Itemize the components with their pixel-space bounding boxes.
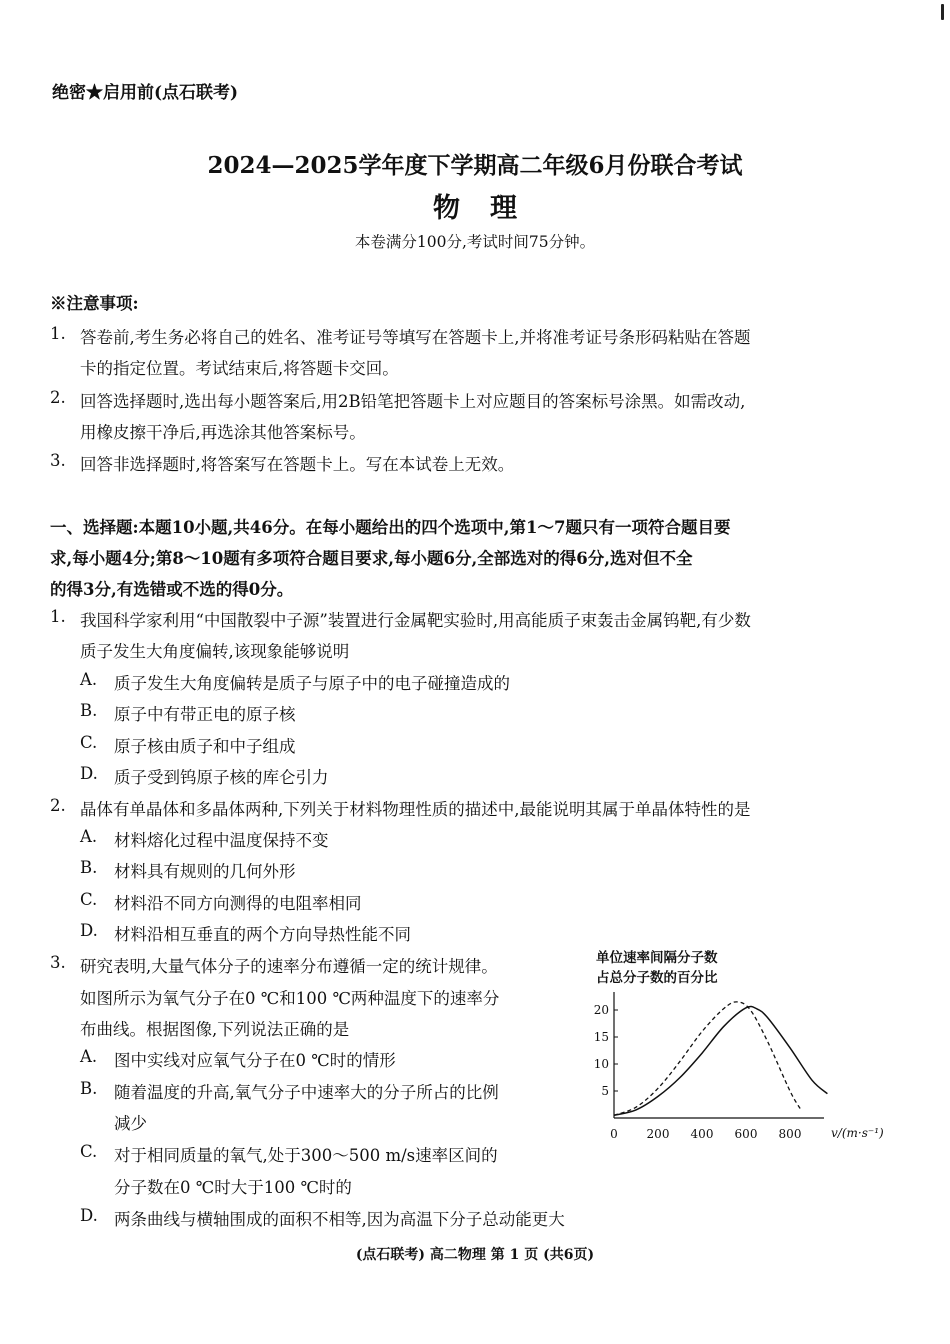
chart-x-tick-label: 400 xyxy=(690,1127,714,1141)
option-label: A. xyxy=(80,670,98,689)
option-text: 质子受到钨原子核的库仑引力 xyxy=(114,768,329,787)
question-number: 2. xyxy=(50,796,66,815)
option-label: D. xyxy=(80,764,98,783)
subject-title: 物理 xyxy=(433,193,547,224)
option-label: B. xyxy=(80,858,98,877)
option-label: C. xyxy=(80,733,98,752)
chart-xlabel: v/(m·s⁻¹) xyxy=(831,1126,884,1140)
question-stem-line: 晶体有单晶体和多晶体两种,下列关于材料物理性质的描述中,最能说明其属于单晶体特性的是 xyxy=(80,800,751,819)
option-text: 随着温度的升高,氧气分子中速率大的分子所占的比例 xyxy=(114,1083,499,1102)
exam-title: 2024—2025学年度下学期高二年级6月份联合考试 xyxy=(207,152,743,179)
question-stem-line: 质子发生大角度偏转,该现象能够说明 xyxy=(80,642,350,661)
option-label: D. xyxy=(80,1206,98,1225)
option-text: 材料沿相互垂直的两个方向导热性能不同 xyxy=(114,925,411,944)
option-text: 原子核由质子和中子组成 xyxy=(114,737,296,756)
option-text: 材料具有规则的几何外形 xyxy=(114,862,296,881)
option-text: 图中实线对应氧气分子在0 ℃时的情形 xyxy=(114,1051,396,1070)
notice-item-line: 用橡皮擦干净后,再选涂其他答案标号。 xyxy=(80,423,366,442)
question-stem-line: 如图所示为氧气分子在0 ℃和100 ℃两种温度下的速率分 xyxy=(80,989,500,1008)
option-text: 材料沿不同方向测得的电阻率相同 xyxy=(114,894,362,913)
question-stem-line: 我国科学家利用“中国散裂中子源”装置进行金属靶实验时,用高能质子束轰击金属钨靶,有少数 xyxy=(80,611,751,630)
notice-item-line: 回答非选择题时,将答案写在答题卡上。写在本试卷上无效。 xyxy=(80,455,515,474)
option-text: 材料熔化过程中温度保持不变 xyxy=(114,831,329,850)
page-edge-mark xyxy=(941,4,944,20)
option-label: D. xyxy=(80,921,98,940)
option-text: 分子数在0 ℃时大于100 ℃时的 xyxy=(114,1178,352,1197)
option-text: 减少 xyxy=(114,1114,147,1133)
section-instructions-line: 一、选择题:本题10小题,共46分。在每小题给出的四个选项中,第1～7题只有一项符合题目要 xyxy=(50,518,731,537)
secret-label: 绝密★启用前(点石联考) xyxy=(52,83,239,103)
notice-item-line: 答卷前,考生务必将自己的姓名、准考证号等填写在答题卡上,并将准考证号条形码粘贴在答题 xyxy=(80,328,751,347)
chart-series-dashed xyxy=(614,1002,801,1115)
chart-x-tick-label: 200 xyxy=(646,1127,670,1141)
question-number: 1. xyxy=(50,607,66,626)
section-instructions-line: 的得3分,有选错或不选的得0分。 xyxy=(50,580,294,599)
option-label: B. xyxy=(80,701,98,720)
option-text: 两条曲线与横轴围成的面积不相等,因为高温下分子总动能更大 xyxy=(114,1210,565,1229)
option-label: A. xyxy=(80,1047,98,1066)
option-label: C. xyxy=(80,890,98,909)
score-info: 本卷满分100分,考试时间75分钟。 xyxy=(354,233,596,251)
question-number: 3. xyxy=(50,953,66,972)
notice-item-line: 卡的指定位置。考试结束后,将答题卡交回。 xyxy=(80,359,399,378)
chart-y-tick-label: 5 xyxy=(601,1084,609,1098)
notice-title: ※注意事项: xyxy=(50,294,139,313)
option-text: 对于相同质量的氧气,处于300～500 m/s速率区间的 xyxy=(114,1146,498,1165)
chart-ylabel-line: 单位速率间隔分子数 xyxy=(596,950,718,966)
question-stem-line: 研究表明,大量气体分子的速率分布遵循一定的统计规律。 xyxy=(80,957,498,976)
chart-x-tick-label: 600 xyxy=(734,1127,758,1141)
chart-x-tick-label: 800 xyxy=(778,1127,802,1141)
chart-y-tick-label: 15 xyxy=(593,1030,609,1044)
option-text: 原子中有带正电的原子核 xyxy=(114,705,296,724)
notice-item-line: 回答选择题时,选出每小题答案后,用2B铅笔把答题卡上对应题目的答案标号涂黑。如需改动, xyxy=(80,392,746,411)
section-instructions-line: 求,每小题4分;第8～10题有多项符合题目要求,每小题6分,全部选对的得6分,选对但不全 xyxy=(50,549,693,568)
option-text: 质子发生大角度偏转是质子与原子中的电子碰撞造成的 xyxy=(114,674,510,693)
question-stem-line: 布曲线。根据图像,下列说法正确的是 xyxy=(80,1020,350,1039)
chart-y-tick-label: 10 xyxy=(593,1057,609,1071)
chart-x-tick-label: 0 xyxy=(610,1127,618,1141)
option-label: C. xyxy=(80,1142,98,1161)
option-label: A. xyxy=(80,827,98,846)
chart-ylabel-line: 占总分子数的百分比 xyxy=(596,970,718,986)
notice-item-number: 1. xyxy=(50,324,66,343)
notice-item-number: 2. xyxy=(50,388,66,407)
page-footer: (点石联考) 高二物理 第 1 页 (共6页) xyxy=(355,1247,595,1263)
speed-distribution-chart xyxy=(586,946,916,1146)
notice-item-number: 3. xyxy=(50,451,66,470)
chart-y-tick-label: 20 xyxy=(593,1003,609,1017)
option-label: B. xyxy=(80,1079,98,1098)
